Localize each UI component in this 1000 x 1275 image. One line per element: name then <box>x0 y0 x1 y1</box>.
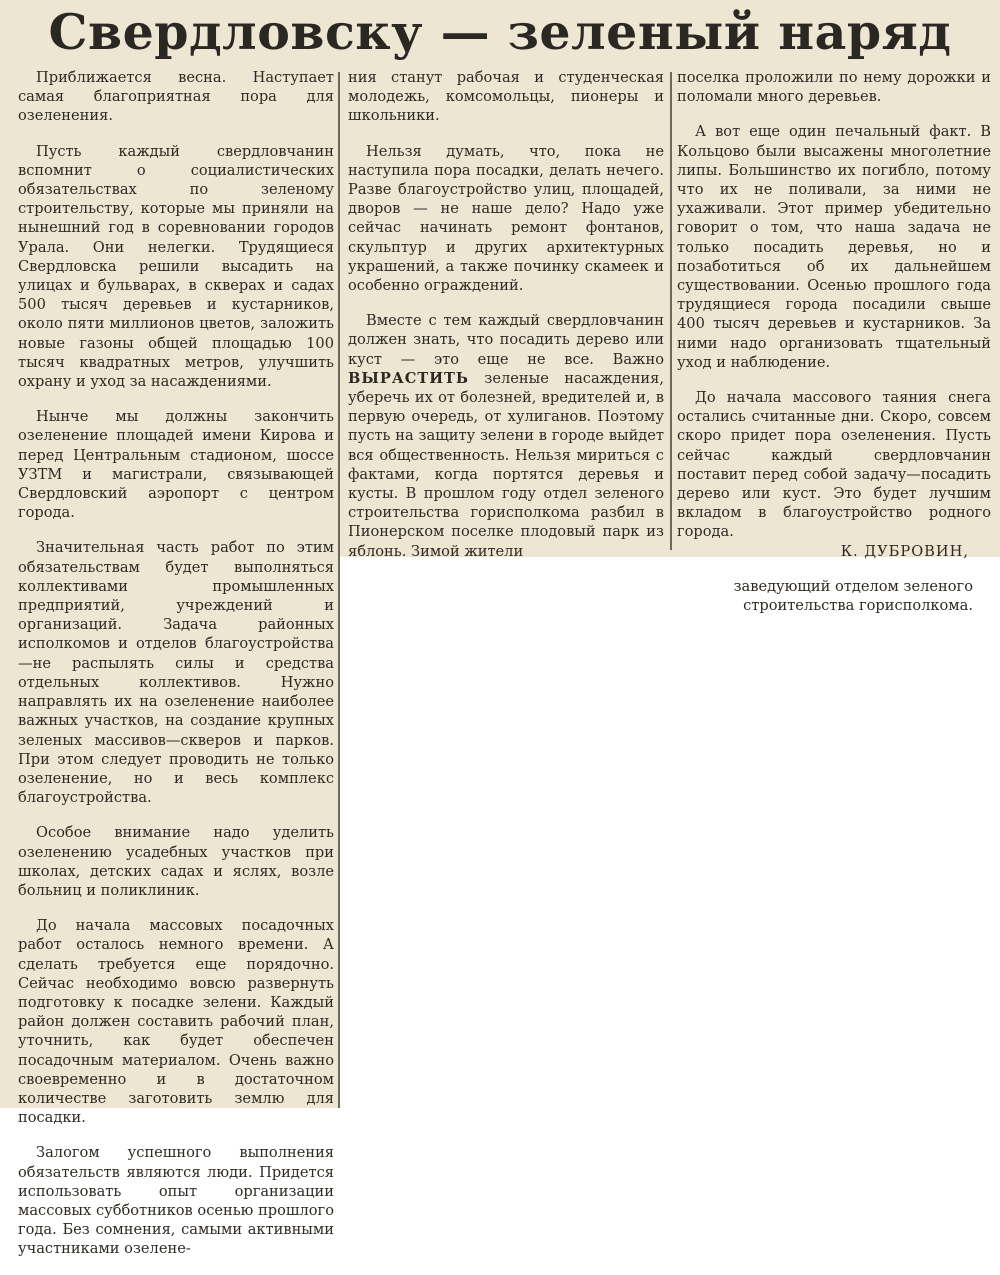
paragraph-text: зеленые насаждения, уберечь их от болезней, вредителей и, в первую очередь, от хулиганов. Поэтому пусть на защиту зелени в городе выйдет вся общественность. Нельзя мириться с фактами, когда портятся деревья и кусты. В прошлом году отдел зеленого строительства горисполкома разбил в Пионерском поселке плодовый парк из яблонь. Зимой жители <box>348 369 664 560</box>
article-headline: Свердловску — зеленый наряд <box>48 3 952 61</box>
paragraph: А вот еще один печальный факт. В Кольцово были высажены многолетние липы. Большинство их погибло, потому что их не поливали, за ними не ухаживали. Этот пример убедительно говорит о том, что наша задача не только посадить деревья, но и позаботиться об их дальнейшем существовании. Осенью прошлого года трудящиеся города посадили свыше 400 тысяч деревьев и кустарников. За ними надо организовать тщательный уход и наблюдение. <box>677 123 991 371</box>
paragraph: Нельзя думать, что, пока не наступила пора посадки, делать нечего. Разве благоустройство улиц, площадей, дворов — не наше дело? Надо уже сейчас начинать ремонт фонтанов, скульптур и других архитектурных украшений, а также починку скамеек и особенно ограждений. <box>348 142 664 295</box>
paragraph: Особое внимание надо уделить озеленению усадебных участков при школах, детских садах и яслях, возле больниц и поликлиник. <box>18 824 334 899</box>
paragraph-continuation: ния станут рабочая и студенческая молодежь, комсомольцы, пионеры и школьники. <box>348 69 664 125</box>
paragraph: До начала массовых посадочных работ осталось немного времени. А сделать требуется еще порядочно. Сейчас необходимо вовсю развернуть подготовку к посадке зелени. Каждый район должен составить рабочий план, уточнить, как будет обеспечен посадочным материалом. Очень важно своевременно и в достаточном количестве заготовить землю для посадки. <box>18 917 334 1127</box>
paragraph-continuation: поселка проложили по нему дорожки и поломали много деревьев. <box>677 69 991 106</box>
column-divider <box>338 72 340 1108</box>
emphasized-word: ВЫРАСТИТЬ <box>348 369 469 387</box>
author-signature: К. ДУБРОВИН, <box>840 542 969 560</box>
paragraph: Приближается весна. Наступает самая благоприятная пора для озеленения. <box>18 69 334 125</box>
paragraph <box>348 311 664 561</box>
article-column-1 <box>18 68 334 1275</box>
paragraph: Значительная часть работ по этим обязательствам будет выполняться коллективами промышленных предприятий, учреждений и организаций. Задача районных исполкомов и отделов благоустройства—не распылять силы и средства отдельных коллективов. Нужно направлять их на озеленение наиболее важных участков, на создание крупных зеленых массивов—скверов и парков. При этом следует проводить не только озеленение, но и весь комплекс благоустройства. <box>18 539 334 807</box>
column-divider <box>670 72 672 550</box>
author-title: заведующий отделом зеленого строительства горисполкома. <box>733 577 973 614</box>
article-column-2 <box>348 68 664 577</box>
paragraph: Залогом успешного выполнения обязательств являются люди. Придется использовать опыт организации массовых субботников осенью прошлого года. Без сомнения, самыми активными участниками озелене- <box>18 1144 334 1258</box>
paragraph-text: Вместе с тем каждый свердловчанин должен знать, что посадить дерево или куст — это еще не все. Важно <box>348 312 664 368</box>
paragraph: Нынче мы должны закончить озеленение площадей имени Кирова и перед Центральным стадионом, шоссе УЗТМ и магистрали, связывающей Свердловский аэропорт с центром города. <box>18 408 334 522</box>
article-column-3 <box>677 68 991 631</box>
paragraph: До начала массового таяния снега остались считанные дни. Скоро, совсем скоро придет пора озеленения. Пусть сейчас каждый свердловчанин поставит перед собой задачу—посадить дерево или куст. Это будет лучшим вкладом в благоустройство родного города. <box>677 389 991 541</box>
paragraph: Пусть каждый свердловчанин вспомнит о социалистических обязательствах по зеленому строительству, которые мы приняли на нынешний год в соревновании городов Урала. Они нелегки. Трудящиеся Свердловска решили высадить на улицах и бульварах, в скверах и садах 500 тысяч деревьев и кустарников, около пяти миллионов цветов, заложить новые газоны общей площадью 100 тысяч квадратных метров, улучшить охрану и уход за насаждениями. <box>18 142 334 391</box>
